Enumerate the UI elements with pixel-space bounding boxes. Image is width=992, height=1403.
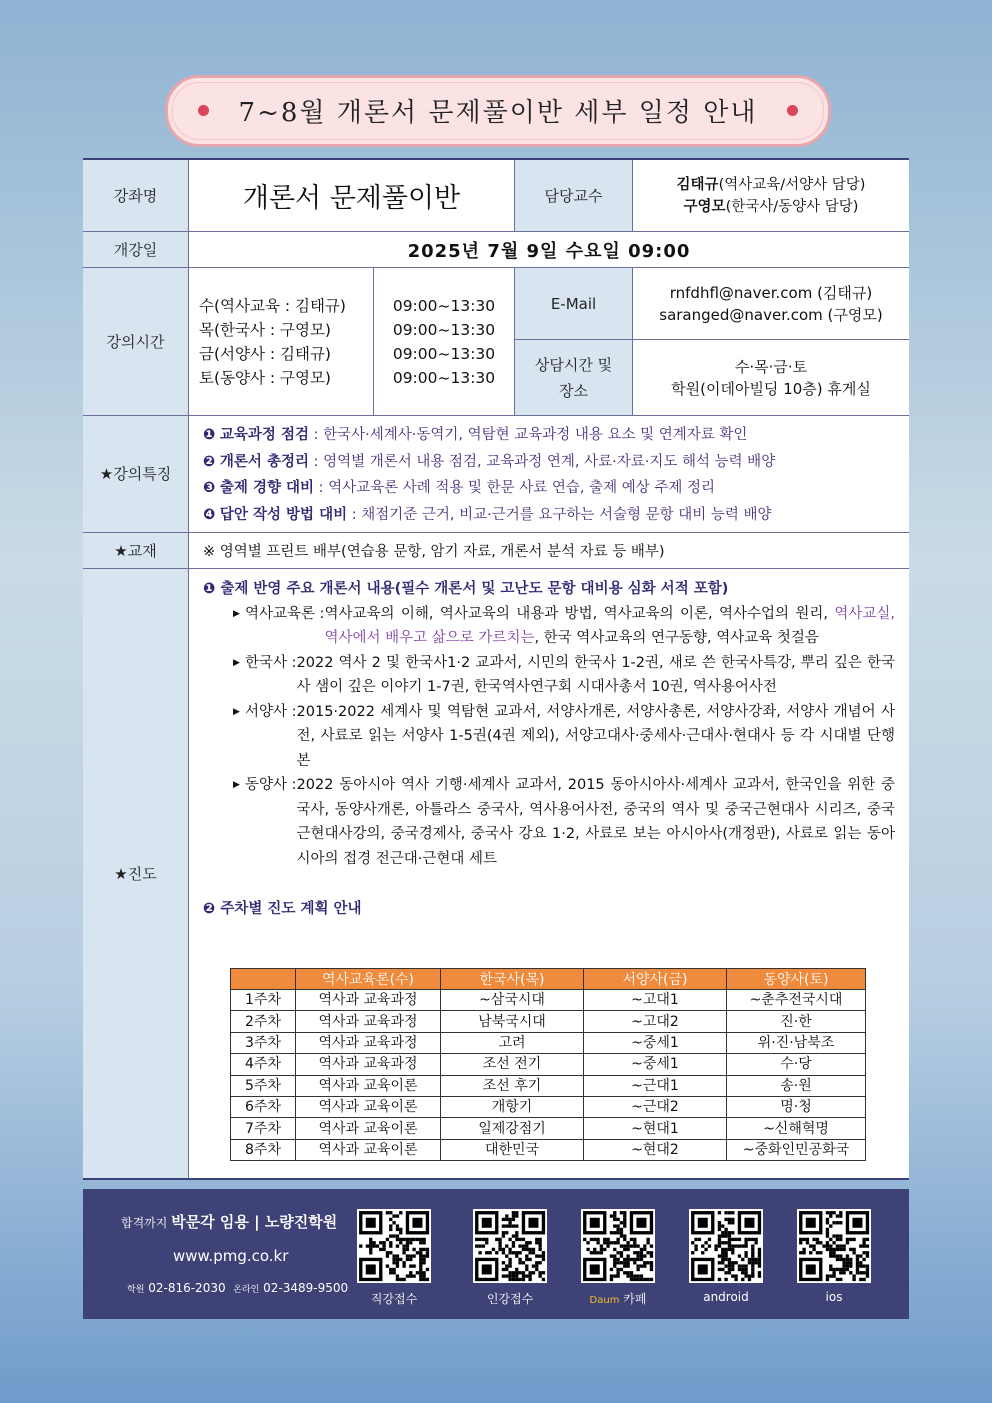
time-label: 강의시간 [83, 268, 189, 416]
qr-label: 직강접수 [370, 1292, 418, 1306]
consult-days: 수·목·금·토 [734, 357, 808, 376]
table-cell: 진·한 [727, 1011, 866, 1032]
table-cell: 송·원 [727, 1075, 866, 1096]
table-cell: 대한민국 [441, 1139, 584, 1160]
table-cell: 역사과 교육이론 [296, 1096, 441, 1117]
info-table [83, 158, 909, 1180]
table-cell: 수·당 [727, 1054, 866, 1075]
qr-label: android [703, 1290, 749, 1304]
schedule-times [374, 268, 515, 416]
consult-info [633, 340, 909, 416]
website-link[interactable]: www.pmg.co.kr [173, 1247, 289, 1265]
table-cell: ~중화인민공화국 [727, 1139, 866, 1160]
schedule-time: 09:00~13:30 [392, 296, 496, 315]
course-name: 개론서 문제풀이반 [189, 160, 515, 232]
table-cell: 조선 전기 [441, 1054, 584, 1075]
table-cell: 2주차 [231, 1011, 296, 1032]
table-cell: ~현대1 [584, 1118, 727, 1139]
progress-label: ★진도 [83, 569, 189, 1178]
book-entry: ▶ 서양사 : 2015·2022 세계사 및 역탐현 교과서, 서양사개론, 서양사총론, 서양사강좌, 서양사 개념어 사전, 사료로 읽는 서양사 1-5권(4권 제외), 서양고대사·중세사·근대사·현대사 등 각 시대별 단행본 [203, 700, 895, 774]
table-cell: 6주차 [231, 1096, 296, 1117]
feature-item: ❶ 교육과정 점검 : 한국사·세계사·동역기, 역탐현 교육과정 내용 요소 및 연계자료 확인 [203, 427, 748, 443]
table-cell: 5주차 [231, 1075, 296, 1096]
professor-label: 담당교수 [515, 160, 633, 232]
qr-label: 인강접수 [486, 1292, 534, 1306]
schedule-day: 금(서양사 : 김태규) [199, 344, 331, 363]
table-row [231, 1032, 866, 1053]
table-cell: ~근대1 [584, 1075, 727, 1096]
professor-1: 김태규(역사교육/서양사 담당) [676, 176, 866, 193]
schedule-days [189, 268, 374, 416]
table-cell: ~신해혁명 [727, 1118, 866, 1139]
table-cell: 역사과 교육과정 [296, 1054, 441, 1075]
start-date: 2025년 7월 9일 수요일 09:00 [189, 232, 909, 268]
footer [83, 1189, 909, 1319]
progress-section1-title: ❶ 출제 반영 주요 개론서 내용(필수 개론서 및 고난도 문항 대비용 심화 서적 포함) [203, 581, 729, 597]
table-cell: ~춘추전국시대 [727, 990, 866, 1011]
table-cell: ~삼국시대 [441, 990, 584, 1011]
table-cell: ~근대2 [584, 1096, 727, 1117]
table-header-row [231, 969, 866, 990]
email-address[interactable]: rnfdhfl@naver.com (김태규) [669, 283, 873, 302]
bullet-icon: ▶ [233, 657, 240, 668]
table-cell: ~현대2 [584, 1139, 727, 1160]
table-cell: 1주차 [231, 990, 296, 1011]
column-header: 동양사(토) [727, 969, 866, 990]
table-cell: ~고대1 [584, 990, 727, 1011]
table-cell: ~고대2 [584, 1011, 727, 1032]
column-header [231, 969, 296, 990]
qr-code-icon[interactable] [581, 1209, 655, 1283]
professor-list [633, 160, 909, 232]
table-cell: ~중세1 [584, 1032, 727, 1053]
table-cell: 개항기 [441, 1096, 584, 1117]
table-cell: 역사과 교육이론 [296, 1139, 441, 1160]
features-list [189, 416, 909, 533]
table-cell: 역사과 교육이론 [296, 1118, 441, 1139]
table-cell: 역사과 교육과정 [296, 990, 441, 1011]
table-row [231, 1139, 866, 1160]
consult-place: 학원(이데아빌딩 10층) 휴게실 [671, 379, 871, 398]
start-label: 개강일 [83, 232, 189, 268]
qr-label: Daum 카페 [589, 1292, 647, 1306]
qr-code-icon[interactable] [473, 1209, 547, 1283]
table-cell: 3주차 [231, 1032, 296, 1053]
table-cell: 8주차 [231, 1139, 296, 1160]
title-banner [165, 75, 831, 147]
table-row [231, 1011, 866, 1032]
email-label: E-Mail [515, 268, 633, 340]
table-cell: 위·진·남북조 [727, 1032, 866, 1053]
table-row [231, 1118, 866, 1139]
table-cell: 역사과 교육과정 [296, 1011, 441, 1032]
feature-item: ❷ 개론서 총정리 : 영역별 개론서 내용 점검, 교육과정 연계, 사료·자료·지도 해석 능력 배양 [203, 453, 776, 470]
email-list [633, 268, 909, 340]
schedule-time: 09:00~13:30 [392, 368, 496, 387]
schedule-time: 09:00~13:30 [392, 344, 496, 363]
table-cell: 명·청 [727, 1096, 866, 1117]
table-cell: 역사과 교육과정 [296, 1032, 441, 1053]
textbook-label: ★교재 [83, 533, 189, 569]
column-header: 한국사(목) [441, 969, 584, 990]
table-cell: ~중세1 [584, 1054, 727, 1075]
table-cell: 조선 후기 [441, 1075, 584, 1096]
table-cell: 4주차 [231, 1054, 296, 1075]
table-row [231, 1075, 866, 1096]
bullet-icon: ▶ [233, 608, 240, 619]
phone-numbers: 학원 02-816-2030 온라인 02-3489-9500 [127, 1281, 349, 1295]
features-label: ★강의특징 [83, 416, 189, 533]
table-cell: 고려 [441, 1032, 584, 1053]
book-entry: ▶ 한국사 : 2022 역사 2 및 한국사1·2 교과서, 시민의 한국사 1-2권, 새로 쓴 한국사특강, 뿌리 깊은 한국사 샘이 깊은 이야기 1-7권, 한국역사연구회 시대사총서 10권, 역사용어사전 [203, 651, 895, 700]
page-title: 7~8월 개론서 문제풀이반 세부 일정 안내 [238, 98, 758, 128]
feature-item: ❹ 답안 작성 방법 대비 : 채점기준 근거, 비교·근거를 요구하는 서술형 문항 대비 능력 배양 [203, 506, 772, 523]
progress-section2-title: ❷ 주차별 진도 계획 안내 [203, 901, 362, 917]
schedule-day: 토(동양사 : 구영모) [199, 368, 331, 387]
consult-label: 상담시간 및 장소 [515, 340, 633, 416]
textbook-text: ※ 영역별 프린트 배부(연습용 문항, 암기 자료, 개론서 분석 자료 등 배부) [189, 533, 909, 569]
table-cell: 7주차 [231, 1118, 296, 1139]
course-label: 강좌명 [83, 160, 189, 232]
schedule-day: 수(역사교육 : 김태규) [199, 296, 346, 315]
table-cell: 남북국시대 [441, 1011, 584, 1032]
schedule-time: 09:00~13:30 [392, 320, 496, 339]
book-entry: ▶ 동양사 : 2022 동아시아 역사 기행·세계사 교과서, 2015 동아시아사·세계사 교과서, 한국인을 위한 중국사, 동양사개론, 아틀라스 중국사, 역사용어사전, 중국의 역사 및 중국근현대사 시리즈, 중국근현대사강의, 중국경제사, 중국사 강요 1·2, 사료로 보는 아시아사(개정판), 사료로 읽는 동아시아의 접경 전근대·근현대 세트 [203, 773, 895, 871]
table-row [231, 1096, 866, 1117]
table-row [231, 990, 866, 1011]
qr-code-icon[interactable] [357, 1209, 431, 1283]
banner-dot-right [787, 105, 798, 116]
qr-label: ios [825, 1290, 843, 1304]
column-header: 서양사(금) [584, 969, 727, 990]
table-cell: 역사과 교육이론 [296, 1075, 441, 1096]
schedule-day: 목(한국사 : 구영모) [199, 320, 331, 339]
feature-item: ❸ 출제 경향 대비 : 역사교육론 사례 적용 및 한문 사료 연습, 출제 예상 주제 정리 [203, 480, 716, 496]
bullet-icon: ▶ [233, 780, 240, 790]
book-entry: ▶ 역사교육론 : 역사교육의 이해, 역사교육의 내용과 방법, 역사교육의 이론, 역사수업의 원리, 역사교실, 역사에서 배우고 삶으로 가르치는, 한국 역사교육의 연구동향, 역사교육 첫걸음 [203, 602, 895, 651]
column-header: 역사교육론(수) [296, 969, 441, 990]
bullet-icon: ▶ [233, 706, 240, 717]
email-address[interactable]: saranged@naver.com (구영모) [659, 305, 883, 324]
weekly-schedule-table [230, 968, 866, 1161]
qr-code-icon[interactable] [797, 1209, 871, 1283]
professor-2: 구영모(한국사/동양사 담당) [683, 198, 859, 215]
table-row [231, 1054, 866, 1075]
brand-logo: 합격까지 박문각 임용 | 노량진학원 [121, 1213, 338, 1231]
qr-code-icon[interactable] [689, 1209, 763, 1283]
table-cell: 일제강점기 [441, 1118, 584, 1139]
